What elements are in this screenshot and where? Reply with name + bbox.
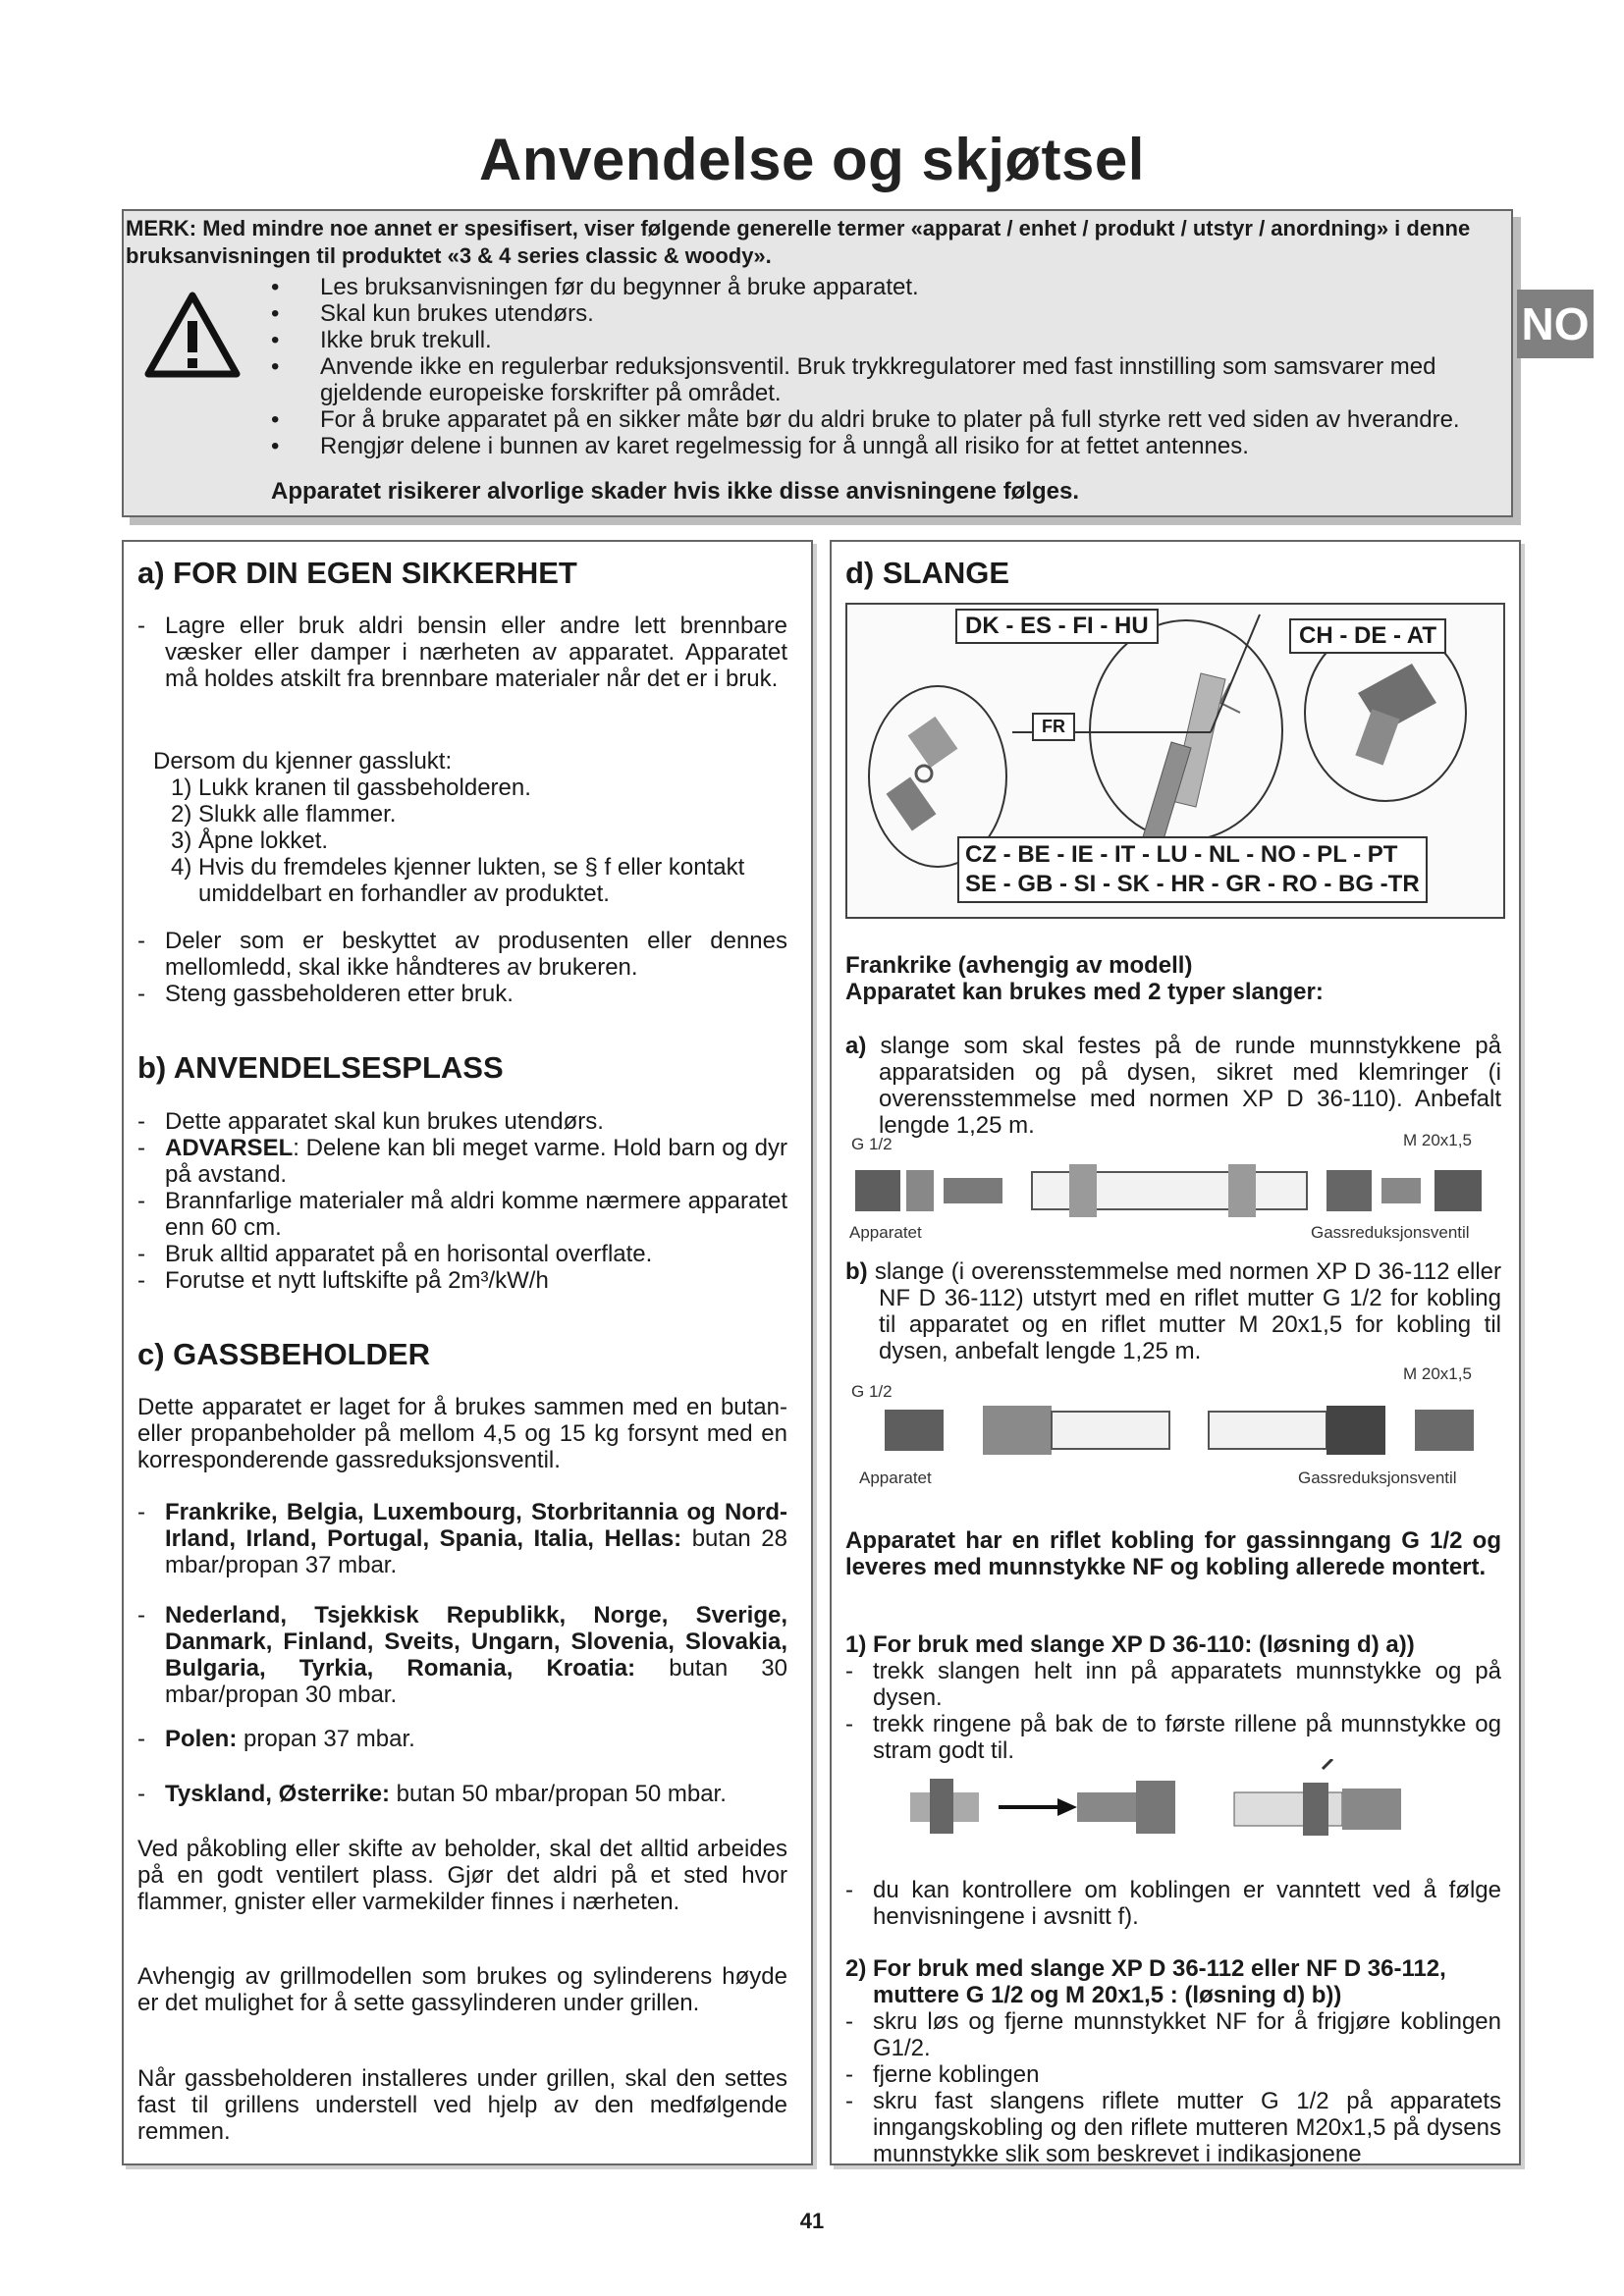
list-item: - skru fast slangens riflete mutter G 1/2 på apparatets inngangskobling og den riflete mutteren M20x1,5 på dysens munnstykke slik som beskrevet i indikasjonene xyxy=(845,2088,1501,2167)
right-column xyxy=(830,540,1521,2165)
notice-bullet: • For å bruke apparatet på en sikker måte bør du aldri bruke to plater på full styrke rett ved siden av hverandre. xyxy=(271,406,1489,433)
label-ch-de-at: CH - DE - AT xyxy=(1289,618,1446,654)
hose-a-g-label: G 1/2 xyxy=(851,1135,893,1153)
country-list xyxy=(137,1602,787,1708)
country-item: - Polen: propan 37 mbar. xyxy=(137,1726,787,1752)
warning-label: ADVARSEL xyxy=(165,1135,294,1161)
gas-smell-intro: Dersom du kjenner gasslukt: xyxy=(153,748,453,774)
clamp-illustration xyxy=(910,1759,1460,1857)
page-title: Anvendelse og skjøtsel xyxy=(479,127,1145,192)
hose-type-b: b) slange (i overensstemmelse med normen XP D 36-112 eller NF D 36-112) utstyrt med en riflet mutter G 1/2 for kobling til apparatet og en riflet mutter M 20x1,5 for kobling til dysen, anbefalt lengde 1,25 m. xyxy=(845,1258,1502,1364)
hose-a-illustration xyxy=(845,1156,1501,1225)
country-item: - Frankrike, Belgia, Luxembourg, Storbritannia og Nord-Irland, Irland, Portugal, Spania, Italia, Hellas: butan 28 mbar/propan 37 mbar. xyxy=(137,1499,787,1578)
hose-b-regulator-label: Gassreduksjonsventil xyxy=(1298,1468,1457,1487)
section-c-title: c) GASSBEHOLDER xyxy=(137,1337,430,1371)
hose-connectors-figure xyxy=(845,603,1505,919)
language-tab: NO xyxy=(1517,290,1594,358)
section-c-p2: Ved påkobling eller skifte av beholder, skal det alltid arbeides på en godt ventilert plass. Gjør det aldri på et sted hvor flammer, gnister eller varmekilder finnes i nærheten. xyxy=(137,1836,787,1915)
notice-bullet: • Anvende ikke en regulerbar reduksjonsventil. Bruk trykkregulatorer med fast innstilling som samsvarer med gjeldende europeiske forskrifter på området. xyxy=(271,353,1489,406)
france-title-1: Frankrike (avhengig av modell) xyxy=(845,952,1193,979)
step-2-list xyxy=(845,2008,1501,2167)
list-item: 3) Åpne lokket. xyxy=(171,828,329,854)
step-1-check xyxy=(845,1877,1501,1930)
list-item: - fjerne koblingen xyxy=(845,2061,1501,2088)
step-2-title: 2) For bruk med slange XP D 36-112 eller NF D 36-112, muttere G 1/2 og M 20x1,5 : (løsning d) b)) xyxy=(845,1955,1446,2008)
hose-a-m-label: M 20x1,5 xyxy=(1403,1131,1472,1149)
section-b-title: b) ANVENDELSESPLASS xyxy=(137,1050,504,1085)
hose-b-apparatus-label: Apparatet xyxy=(859,1468,932,1487)
hose-b-g-label: G 1/2 xyxy=(851,1382,893,1401)
list-item: - Lagre eller bruk aldri bensin eller andre lett brennbare væsker eller damper i nærheten av apparatet. Apparatet må holdes atskilt fra brennbare materialer når det er i bruk. xyxy=(137,613,787,692)
notice-box xyxy=(122,209,1513,517)
page-number: 41 xyxy=(799,2209,825,2233)
step-1-list xyxy=(845,1658,1501,1764)
france-title-2: Apparatet kan brukes med 2 typer slanger: xyxy=(845,979,1324,1005)
section-b-list xyxy=(137,1108,787,1294)
country-list xyxy=(137,1781,787,1807)
left-column xyxy=(122,540,813,2165)
country-list xyxy=(137,1499,787,1578)
notice-bullet: • Rengjør delene i bunnen av karet regelmessig for å unngå all risiko for at fettet antennes. xyxy=(271,433,1489,459)
hose-b-m-label: M 20x1,5 xyxy=(1403,1364,1472,1383)
list-item: - Steng gassbeholderen etter bruk. xyxy=(137,981,787,1007)
notice-final: Apparatet risikerer alvorlige skader hvis ikke disse anvisningene følges. xyxy=(271,478,1080,505)
gas-smell-steps xyxy=(171,774,780,907)
list-item: - du kan kontrollere om koblingen er vanntett ved å følge henvisningene i avsnitt f). xyxy=(845,1877,1501,1930)
country-item: - Nederland, Tsjekkisk Republikk, Norge, Sverige, Danmark, Finland, Sveits, Ungarn, Slovenia, Slovakia, Bulgaria, Tyrkia, Romania, Kroatia: butan 30 mbar/propan 30 mbar. xyxy=(137,1602,787,1708)
hose-b-illustration xyxy=(845,1396,1501,1465)
list-item: - Brannfarlige materialer må aldri komme nærmere apparatet enn 60 cm. xyxy=(137,1188,787,1241)
list-item: 2) Slukk alle flammer. xyxy=(171,801,397,828)
section-a-list xyxy=(137,613,787,692)
list-item: - Dette apparatet skal kun brukes utendørs. xyxy=(137,1108,787,1135)
notice-bullet: • Ikke bruk trekull. xyxy=(271,327,1489,353)
country-list xyxy=(137,1726,787,1752)
list-item xyxy=(137,1135,787,1188)
inlet-note: Apparatet har en riflet kobling for gassinngang G 1/2 og leveres med munnstykke NF og kobling allerede montert. xyxy=(845,1527,1501,1580)
step-1-title: 1) For bruk med slange XP D 36-110: (løsning d) a)) xyxy=(845,1631,1415,1658)
hose-a-regulator-label: Gassreduksjonsventil xyxy=(1311,1223,1470,1242)
label-fr: FR xyxy=(1032,713,1075,741)
notice-merk: MERK: Med mindre noe annet er spesifisert, viser følgende generelle termer «apparat / enhet / produkt / utstyr / anordning» i denne bruksanvisningen til produktet «3 & 4 series classic & woody». xyxy=(126,216,1471,268)
list-item: - Deler som er beskyttet av produsenten eller dennes mellomledd, skal ikke håndteres av brukeren. xyxy=(137,928,787,981)
notice-bullets xyxy=(271,274,1489,459)
notice-bullet: • Les bruksanvisningen før du begynner å bruke apparatet. xyxy=(271,274,1489,300)
list-item: - trekk slangen helt inn på apparatets munnstykke og på dysen. xyxy=(845,1658,1501,1711)
section-c-p3: Avhengig av grillmodellen som brukes og sylinderens høyde er det mulighet for å sette gassylinderen under grillen. xyxy=(137,1963,787,2016)
warning-text: : Delene kan bli meget varme. Hold barn og dyr på avstand. xyxy=(165,1135,787,1188)
list-item: - Forutse et nytt luftskifte på 2m³/kW/h xyxy=(137,1267,787,1294)
section-a-title: a) FOR DIN EGEN SIKKERHET xyxy=(137,556,577,590)
list-item: - skru løs og fjerne munnstykket NF for å frigjøre koblingen G1/2. xyxy=(845,2008,1501,2061)
section-a-list-2 xyxy=(137,928,787,1007)
hose-type-a: a) slange som skal festes på de runde munnstykkene på apparatsiden og på dysen, sikret med klemringer (i overensstemmelse med normen XP D 36-110). Anbefalt lengde 1,25 m. xyxy=(845,1033,1501,1139)
country-item: - Tyskland, Østerrike: butan 50 mbar/propan 50 mbar. xyxy=(137,1781,787,1807)
list-item: - Bruk alltid apparatet på en horisontal overflate. xyxy=(137,1241,787,1267)
label-country-group: CZ - BE - IE - IT - LU - NL - NO - PL - PT SE - GB - SI - SK - HR - GR - RO - BG -TR xyxy=(957,836,1428,903)
label-dk-es-fi-hu: DK - ES - FI - HU xyxy=(955,609,1159,644)
list-item: 4) Hvis du fremdeles kjenner lukten, se § f eller kontakt umiddelbart en forhandler av produktet. xyxy=(171,854,745,907)
list-item: - trekk ringene på bak de to første rillene på munnstykke og stram godt til. xyxy=(845,1711,1501,1764)
hose-a-apparatus-label: Apparatet xyxy=(849,1223,922,1242)
section-d-title: d) SLANGE xyxy=(845,556,1010,590)
list-item: 1) Lukk kranen til gassbeholderen. xyxy=(171,774,531,801)
warning-icon xyxy=(143,290,242,380)
notice-bullet: • Skal kun brukes utendørs. xyxy=(271,300,1489,327)
section-c-p4: Når gassbeholderen installeres under grillen, skal den settes fast til grillens understell ved hjelp av den medfølgende remmen. xyxy=(137,2065,787,2145)
section-c-intro: Dette apparatet er laget for å brukes sammen med en butan- eller propanbeholder på mellom 4,5 og 15 kg forsynt med en korresponderende gassreduksjonsventil. xyxy=(137,1394,787,1473)
